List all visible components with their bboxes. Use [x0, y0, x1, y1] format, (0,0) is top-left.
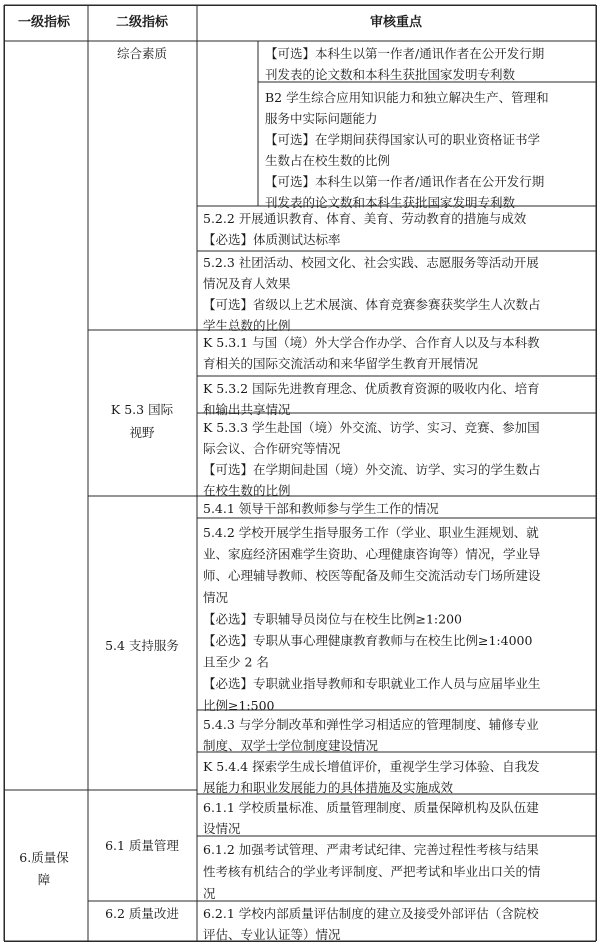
level2-quality-management: 6.1 质量管理	[105, 838, 179, 853]
focus-cell-3-line-2: 【可选】省级以上艺术展演、体育竞赛参赛获奖学生人次数占	[203, 297, 541, 312]
focus-cell-10-line-0: K 5.4.4 探索学生成长增值评价，重视学生学习体验、自我发	[203, 759, 540, 774]
focus-cell-8-line-6: 且至少 2 名	[203, 654, 269, 670]
focus-cell-8-line-8: 比例≥1:500	[203, 697, 275, 713]
focus-cell-5-line-0: K 5.3.2 国际先进教育理念、优质教育资源的吸收内化、培育	[203, 381, 540, 396]
focus-cell-8-line-7: 【必选】专职就业指导教师和专职就业工作人员与应届毕业生	[203, 676, 541, 692]
level2-international-line2: 视野	[129, 425, 155, 440]
level2-support-services: 5.4 支持服务	[105, 638, 179, 653]
focus-cell-3-line-1: 情况及育人效果	[203, 276, 291, 291]
level1-quality-line1: 6.质量保	[19, 850, 69, 865]
focus-cell-6-line-1: 际会议、合作研究等情况	[203, 441, 341, 456]
focus-cell-1-line-4: 【可选】本科生以第一作者/通讯作者在公开发行期	[265, 174, 545, 189]
focus-cell-12-line-2: 况	[203, 886, 216, 901]
focus-cell-9-line-1: 制度、双学士学位制度建设情况	[203, 738, 379, 753]
focus-cell-1-line-5: 刊发表的论文数和本科生获批国家发明专利数	[265, 195, 516, 210]
focus-cell-8-line-2: 师、心理辅导教师、校医等配备及师生交流活动专门场所建设	[203, 568, 541, 584]
header-col-level1: 一级指标	[17, 15, 71, 30]
focus-cell-1-line-0: B2 学生综合应用知识能力和独立解决生产、管理和	[265, 90, 549, 105]
level2-international-line1: K 5.3 国际	[110, 402, 174, 417]
level1-quality-line2: 障	[37, 872, 51, 887]
focus-cell-8-line-1: 业、家庭经济困难学生资助、心理健康咨询等）情况，学业导	[203, 546, 541, 562]
focus-cell-6-line-2: 【可选】在学期间赴国（境）外交流、访学、实习的学生数占	[203, 462, 541, 477]
focus-cell-1-line-2: 【可选】在学期间获得国家认可的职业资格证书学	[265, 132, 541, 147]
focus-cell-0-line-0: 【可选】本科生以第一作者/通讯作者在公开发行期	[265, 46, 545, 61]
focus-cell-8-line-3: 情况	[203, 589, 229, 605]
focus-cell-9-line-0: 5.4.3 与学分制改革和弹性学习相适应的管理制度、辅修专业	[203, 717, 539, 732]
focus-cell-1-line-3: 生数占在校生数的比例	[265, 153, 391, 168]
focus-cell-2-line-1: 【必选】体质测试达标率	[203, 232, 341, 247]
focus-cell-11-line-0: 6.1.1 学校质量标准、质量管理制度、质量保障机构及队伍建	[203, 800, 539, 815]
focus-cell-6-line-0: K 5.3.3 学生赴国（境）外交流、访学、实习、竞赛、参加国	[203, 420, 540, 435]
focus-cell-1-line-1: 服务中实际问题能力	[265, 111, 378, 126]
focus-cell-8-line-4: 【必选】专职辅导员岗位与在校生比例≥1:200	[203, 611, 462, 627]
focus-cell-13-line-1: 评估、专业认证等）情况	[203, 927, 341, 942]
focus-cell-4-line-0: K 5.3.1 与国（境）外大学合作办学、合作育人以及与本科教	[203, 335, 540, 350]
focus-cell-4-line-1: 育相关的国际交流活动和来华留学生教育开展情况	[203, 356, 479, 371]
focus-cell-12-line-0: 6.1.2 加强考试管理、严肃考试纪律、完善过程性考核与结果	[203, 842, 539, 857]
level2-quality-improvement: 6.2 质量改进	[105, 906, 179, 921]
focus-cell-8-line-0: 5.4.2 学校开展学生指导服务工作（学业、职业生涯规划、就	[203, 525, 539, 540]
header-col-focus: 审核重点	[369, 15, 423, 30]
focus-cell-13-line-0: 6.2.1 学校内部质量评估制度的建立及接受外部评估（含院校	[203, 906, 539, 921]
focus-cell-2-line-0: 5.2.2 开展通识教育、体育、美育、劳动教育的措施与成效	[203, 211, 527, 226]
level2-comprehensive: 综合素质	[116, 46, 168, 61]
focus-cell-6-line-3: 在校生数的比例	[203, 483, 291, 498]
focus-cell-0-line-1: 刊发表的论文数和本科生获批国家发明专利数	[265, 67, 516, 82]
focus-cell-12-line-1: 性考核有机结合的学业考评制度、严把考试和毕业出口关的情	[203, 864, 541, 879]
focus-cell-5-line-1: 和输出共享情况	[203, 402, 291, 417]
header-col-level2: 二级指标	[115, 15, 169, 30]
focus-cell-10-line-1: 展能力和职业发展能力的具体措施及实施成效	[203, 780, 454, 795]
focus-cells	[203, 46, 549, 942]
focus-cell-8-line-5: 【必选】专职从事心理健康教育教师与在校生比例≥1:4000	[203, 633, 533, 648]
focus-cell-3-line-0: 5.2.3 社团活动、校园文化、社会实践、志愿服务等活动开展	[203, 255, 539, 270]
focus-cell-3-line-3: 学生总数的比例	[203, 318, 291, 333]
focus-cell-11-line-1: 设情况	[203, 821, 241, 836]
focus-cell-7-line-0: 5.4.1 领导干部和教师参与学生工作的情况	[203, 501, 439, 516]
